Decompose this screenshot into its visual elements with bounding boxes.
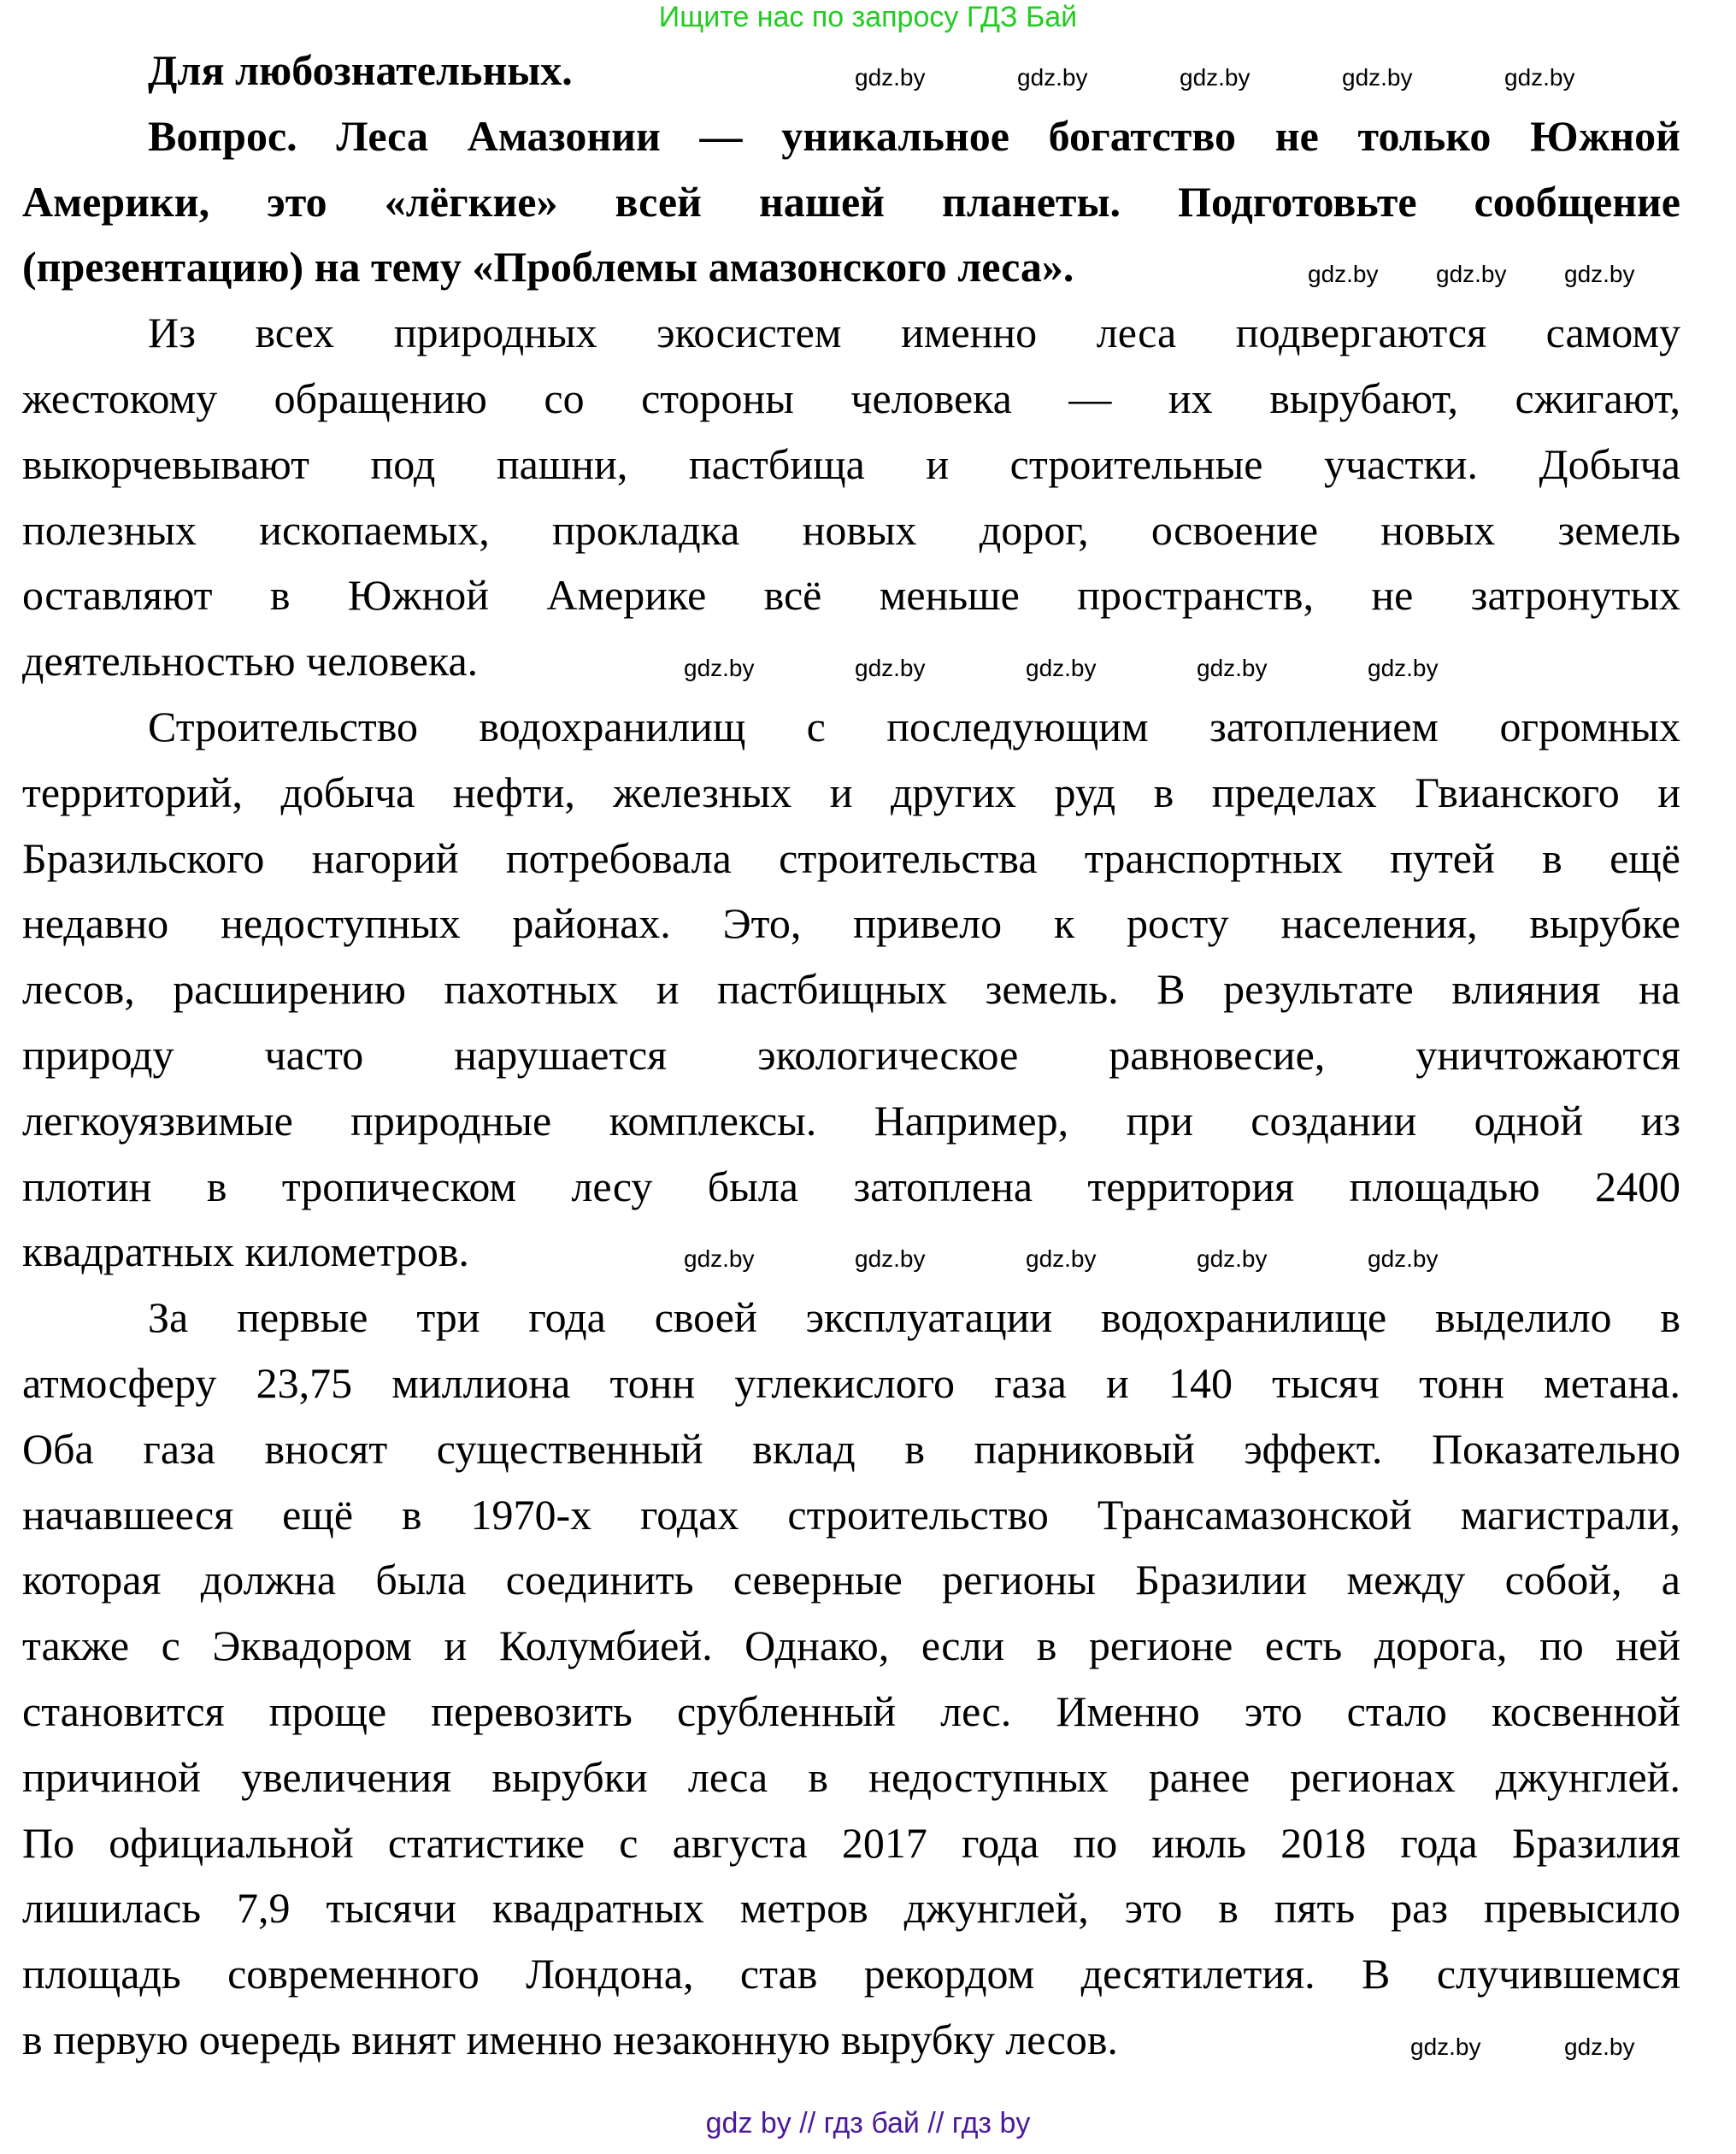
answer-text-line: Строительство водохранилищ с последующим затоплением огромных <box>148 703 1680 750</box>
question-text-line: (презентацию) на тему «Проблемы амазонского леса». <box>22 243 1074 291</box>
question-text-line: Вопрос. Леса Амазонии — уникальное богатство не только Южной <box>148 111 1680 160</box>
answer-text-line: которая должна была соединить северные регионы Бразилии между собой, а <box>22 1556 1680 1604</box>
watermark-label: gdz.by <box>684 655 755 682</box>
answer-text-line: квадратных километров. <box>22 1227 469 1276</box>
answer-text-line: За первые три года своей эксплуатации водохранилище выделило в <box>148 1293 1680 1342</box>
answer-text-line: жестокому обращению со стороны человека — их вырубают, сжигают, <box>22 374 1680 422</box>
answer-text-line: лишилась 7,9 тысячи квадратных метров джунглей, это в пять раз превысило <box>22 1884 1680 1933</box>
search-hint-banner: Ищите нас по запросу ГДЗ Бай <box>658 1 1078 33</box>
watermark-label: gdz.by <box>1026 655 1097 682</box>
watermark-label: gdz.by <box>1564 2033 1635 2060</box>
watermark-label: gdz.by <box>1017 64 1088 91</box>
answer-text-line: причиной увеличения вырубки леса в недоступных ранее регионах джунглей. <box>22 1752 1680 1801</box>
footer-links[interactable]: gdz by // гдз бай // гдз by <box>705 2107 1031 2139</box>
watermark-label: gdz.by <box>1026 1245 1097 1273</box>
watermark-label: gdz.by <box>1436 261 1507 288</box>
answer-text-line: деятельностью человека. <box>22 637 479 686</box>
answer-text-line: оставляют в Южной Америке всё меньше пространств, не затронутых <box>22 571 1680 620</box>
watermark-label: gdz.by <box>855 1245 926 1273</box>
question-text-line: Для любознательных. <box>148 46 573 94</box>
answer-text-line: плотин в тропическом лесу была затоплена территория площадью 2400 <box>22 1162 1680 1210</box>
answer-text-line: в первую очередь винят именно незаконную вырубку лесов. <box>22 2016 1118 2063</box>
watermark-label: gdz.by <box>855 655 926 682</box>
answer-text-line: По официальной статистике с августа 2017 года по июль 2018 года Бразилия <box>22 1818 1680 1867</box>
watermark-label: gdz.by <box>1342 64 1413 91</box>
answer-text-line: природу часто нарушается экологическое равновесие, уничтожаются <box>22 1031 1680 1079</box>
watermark-label: gdz.by <box>1180 64 1251 91</box>
watermark-label: gdz.by <box>1564 261 1635 288</box>
watermark-label: gdz.by <box>684 1245 755 1273</box>
watermark-label: gdz.by <box>1368 1245 1439 1273</box>
answer-text-line: территорий, добыча нефти, железных и других руд в пределах Гвианского и <box>22 768 1680 816</box>
answer-text-line: становится проще перевозить срубленный лес. Именно это стало косвенной <box>22 1687 1680 1735</box>
answer-text-line: выкорчевывают под пашни, пастбища и строительные участки. Добыча <box>22 439 1680 488</box>
answer-text-line: легкоуязвимые природные комплексы. Например, при создании одной из <box>22 1096 1680 1145</box>
answer-text-line: недавно недоступных районах. Это, привело к росту населения, вырубке <box>22 899 1680 948</box>
answer-text-line: Бразильского нагорий потребовала строительства транспортных путей в ещё <box>22 833 1680 882</box>
watermark-label: gdz.by <box>1197 1245 1268 1273</box>
answer-text-line: Из всех природных экосистем именно леса подвергаются самому <box>148 309 1680 357</box>
watermark-label: gdz.by <box>855 64 926 91</box>
watermark-label: gdz.by <box>1504 64 1575 91</box>
answer-text-line: полезных ископаемых, прокладка новых дорог, освоение новых земель <box>22 505 1680 554</box>
watermark-label: gdz.by <box>1197 655 1268 682</box>
answer-text-line: Оба газа вносят существенный вклад в парниковый эффект. Показательно <box>22 1424 1680 1473</box>
answer-text-line: начавшееся ещё в 1970-х годах строительство Трансамазонской магистрали, <box>22 1490 1680 1539</box>
answer-text-line: площадь современного Лондона, став рекордом десятилетия. В случившемся <box>22 1950 1680 1998</box>
watermark-label: gdz.by <box>1368 655 1439 682</box>
question-text-line: Америки, это «лёгкие» всей нашей планеты. Подготовьте сообщение <box>22 177 1680 226</box>
watermark-label: gdz.by <box>1410 2033 1481 2060</box>
answer-text-line: атмосферу 23,75 миллиона тонн углекислого газа и 140 тысяч тонн метана. <box>22 1359 1680 1407</box>
answer-text-line: лесов, расширению пахотных и пастбищных земель. В результате влияния на <box>22 965 1680 1014</box>
answer-text-line: также с Эквадором и Колумбией. Однако, если в регионе есть дорога, по ней <box>22 1621 1680 1670</box>
watermark-label: gdz.by <box>1308 261 1379 288</box>
